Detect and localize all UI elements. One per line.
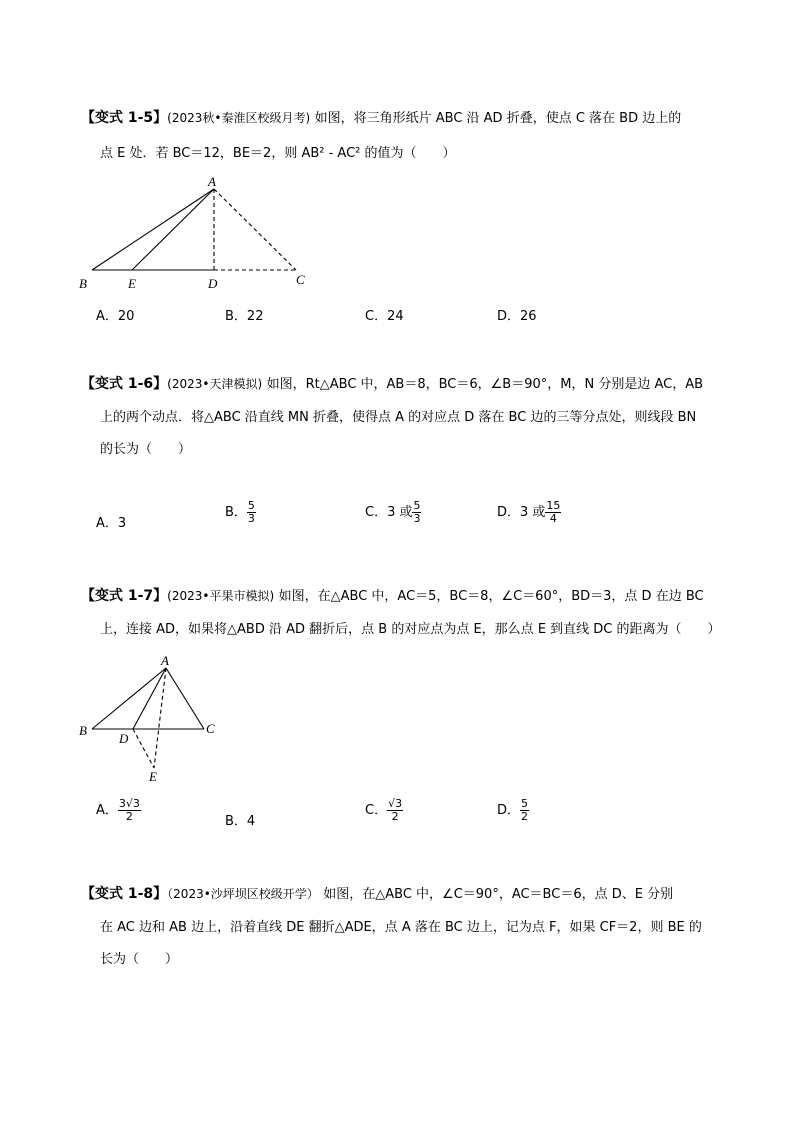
option-a[interactable]: A．3 bbox=[96, 516, 127, 531]
label-E: E bbox=[149, 769, 157, 784]
fraction: $\frac{√3}{2}$ bbox=[388, 797, 403, 823]
option-b[interactable]: B．22 bbox=[225, 309, 264, 324]
fraction: $\frac{15}{4}$ bbox=[546, 499, 561, 525]
label-D: D bbox=[119, 731, 129, 746]
option-a[interactable]: A．20 bbox=[96, 309, 135, 324]
problem-text: 如图，Rt△ABC 中，AB＝8，BC＝6，∠B＝90°，M，N 分别是边 AC，AB bbox=[266, 377, 704, 392]
problem-source: (2023•天津模拟) bbox=[167, 377, 263, 391]
label-E: E bbox=[128, 276, 136, 291]
option-d[interactable]: D．3 或 $\frac{15}{4}$ bbox=[497, 499, 561, 525]
label-C: C bbox=[296, 272, 305, 287]
problem-1-6-line3: 的长为（ ） bbox=[100, 442, 192, 457]
problem-1-5-line2: 点 E 处．若 BC＝12，BE＝2，则 AB² - AC² 的值为（ ） bbox=[100, 146, 456, 161]
label-B: B bbox=[79, 723, 87, 738]
option-d[interactable]: D． $\frac{5}{2}$ bbox=[497, 797, 529, 823]
problem-1-8-line2: 在 AC 边和 AB 边上，沿着直线 DE 翻折△ADE，点 A 落在 BC 边上，记为点 F，如果 CF＝2，则 BE 的 bbox=[100, 920, 702, 935]
segment-DE bbox=[133, 729, 154, 768]
problem-1-8-line3: 长为（ ） bbox=[100, 952, 179, 967]
option-a[interactable]: A． $\frac{3√3}{2}$ bbox=[96, 797, 140, 823]
fraction: $\frac{5}{3}$ bbox=[413, 499, 421, 525]
segment-AE bbox=[154, 668, 166, 768]
fraction: $\frac{5}{3}$ bbox=[247, 499, 255, 525]
label-B: B bbox=[79, 276, 87, 291]
option-d[interactable]: D．26 bbox=[497, 309, 537, 324]
problem-text: 如图，在△ABC 中，∠C＝90°，AC＝BC＝6，点 D、E 分别 bbox=[323, 887, 674, 902]
option-b[interactable]: B． $\frac{5}{3}$ bbox=[225, 499, 255, 525]
problem-1-7-line2: 上，连接 AD，如果将△ABD 沿 AD 翻折后，点 B 的对应点为点 E，那么点 E 到直线 DC 的距离为（ ） bbox=[100, 622, 721, 637]
option-c[interactable]: C．3 或 $\frac{5}{3}$ bbox=[365, 499, 421, 525]
problem-tag: 【变式 1-7】 bbox=[81, 588, 168, 604]
label-A: A bbox=[161, 653, 169, 668]
problem-source: （2023•沙坪坝区校级开学） bbox=[167, 887, 319, 901]
problem-1-8-line1 bbox=[81, 884, 673, 905]
problem-tag: 【变式 1-5】 bbox=[81, 110, 168, 126]
fraction: $\frac{5}{2}$ bbox=[521, 797, 529, 823]
problem-text: 如图，在△ABC 中，AC＝5，BC＝8，∠C＝60°，BD＝3，点 D 在边 BC bbox=[278, 589, 704, 604]
label-C: C bbox=[206, 721, 215, 736]
problem-source: (2023•平果市模拟) bbox=[167, 589, 275, 603]
problem-text: 如图，将三角形纸片 ABC 沿 AD 折叠，使点 C 落在 BD 边上的 bbox=[314, 111, 682, 126]
problem-tag: 【变式 1-6】 bbox=[81, 376, 168, 392]
label-A: A bbox=[208, 174, 216, 189]
problem-tag: 【变式 1-8】 bbox=[81, 886, 168, 902]
option-c[interactable]: C．24 bbox=[365, 309, 404, 324]
segment-AB bbox=[92, 668, 166, 729]
problem-1-6-line2: 上的两个动点．将△ABC 沿直线 MN 折叠，使得点 A 的对应点 D 落在 BC 边的三等分点处，则线段 BN bbox=[100, 410, 697, 425]
fraction: $\frac{3√3}{2}$ bbox=[118, 797, 140, 823]
label-D: D bbox=[208, 276, 218, 291]
segment-AD bbox=[133, 668, 166, 729]
option-b[interactable]: B．4 bbox=[225, 814, 256, 829]
option-c[interactable]: C． $\frac{√3}{2}$ bbox=[365, 797, 403, 823]
segment-AC bbox=[166, 668, 204, 729]
problem-source: (2023秋•秦淮区校级月考) bbox=[167, 111, 311, 125]
